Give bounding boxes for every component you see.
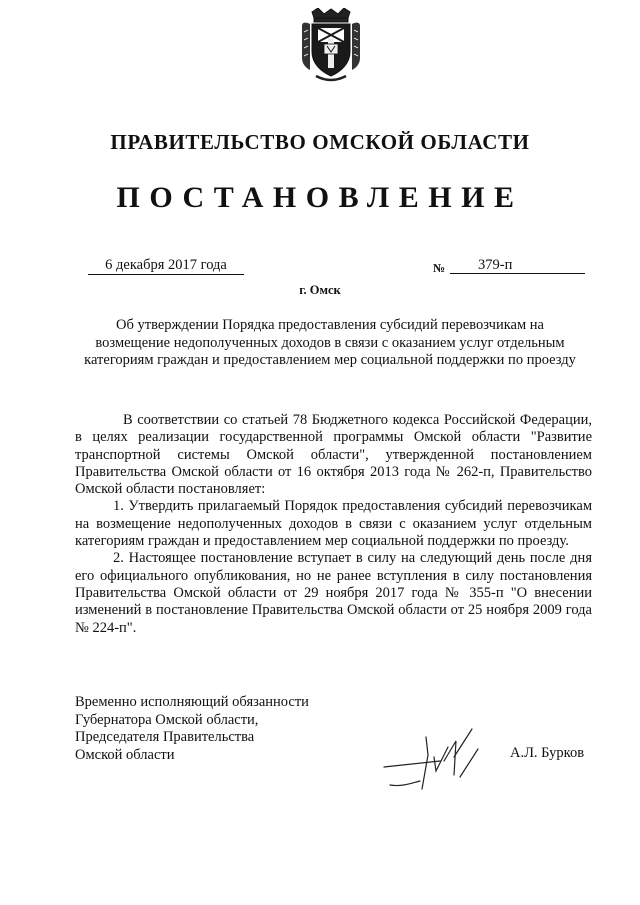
body-paragraph-item-1: 1. Утвердить прилагаемый Порядок предоставления субсидий перевозчикам на возмещение недополученных доходов в связи с оказанием услуг отдельным категориям граждан и предоставлением мер социальной поддержки по проезду. (75, 498, 592, 550)
signer-position-line: Омской области (75, 746, 175, 763)
signer-name: А.Л. Бурков (510, 745, 585, 761)
document-number: 379-п (450, 257, 585, 274)
document-body (75, 412, 592, 637)
document-date: 6 декабря 2017 года (88, 257, 244, 275)
coat-of-arms-icon (298, 8, 364, 84)
authority-heading: ПРАВИТЕЛЬСТВО ОМСКОЙ ОБЛАСТИ (110, 130, 530, 154)
body-paragraph-item-2: 2. Настоящее постановление вступает в силу на следующий день после дня его официального опубликования, но не ранее вступления в силу постановления Правительства Омской области от 29 ноября 2017 года № 355-п "О внесении изменений в постановление Правительства Омской области от 25 ноября 2009 года № 224-п". (75, 550, 592, 636)
number-label: № (433, 261, 446, 275)
signer-position-line: Губернатора Омской области, (75, 711, 259, 728)
handwritten-signature-icon (382, 727, 502, 797)
signer-position (75, 694, 309, 764)
signer-position-line: Председателя Правительства (75, 729, 255, 745)
document-title: Об утверждении Порядка предоставления субсидий перевозчикам на возмещение недополученных доходов в связи с оказанием услуг отдельным категориям граждан и предоставлением мер социальной поддержки по проезду (84, 317, 576, 368)
city-label: г. Омск (299, 283, 341, 297)
body-paragraph-intro: В соответствии со статьей 78 Бюджетного кодекса Российской Федерации, в целях реализации государственной программы Омской области "Развитие транспортной системы Омской области", утвержденной постановлением Правительства Омской области от 16 октября 2013 года № 262-п, Правительство Омской области постановляет: (75, 412, 592, 498)
document-type-heading: ПОСТАНОВЛЕНИЕ (116, 181, 524, 214)
signer-position-line: Временно исполняющий обязанности (75, 694, 309, 710)
